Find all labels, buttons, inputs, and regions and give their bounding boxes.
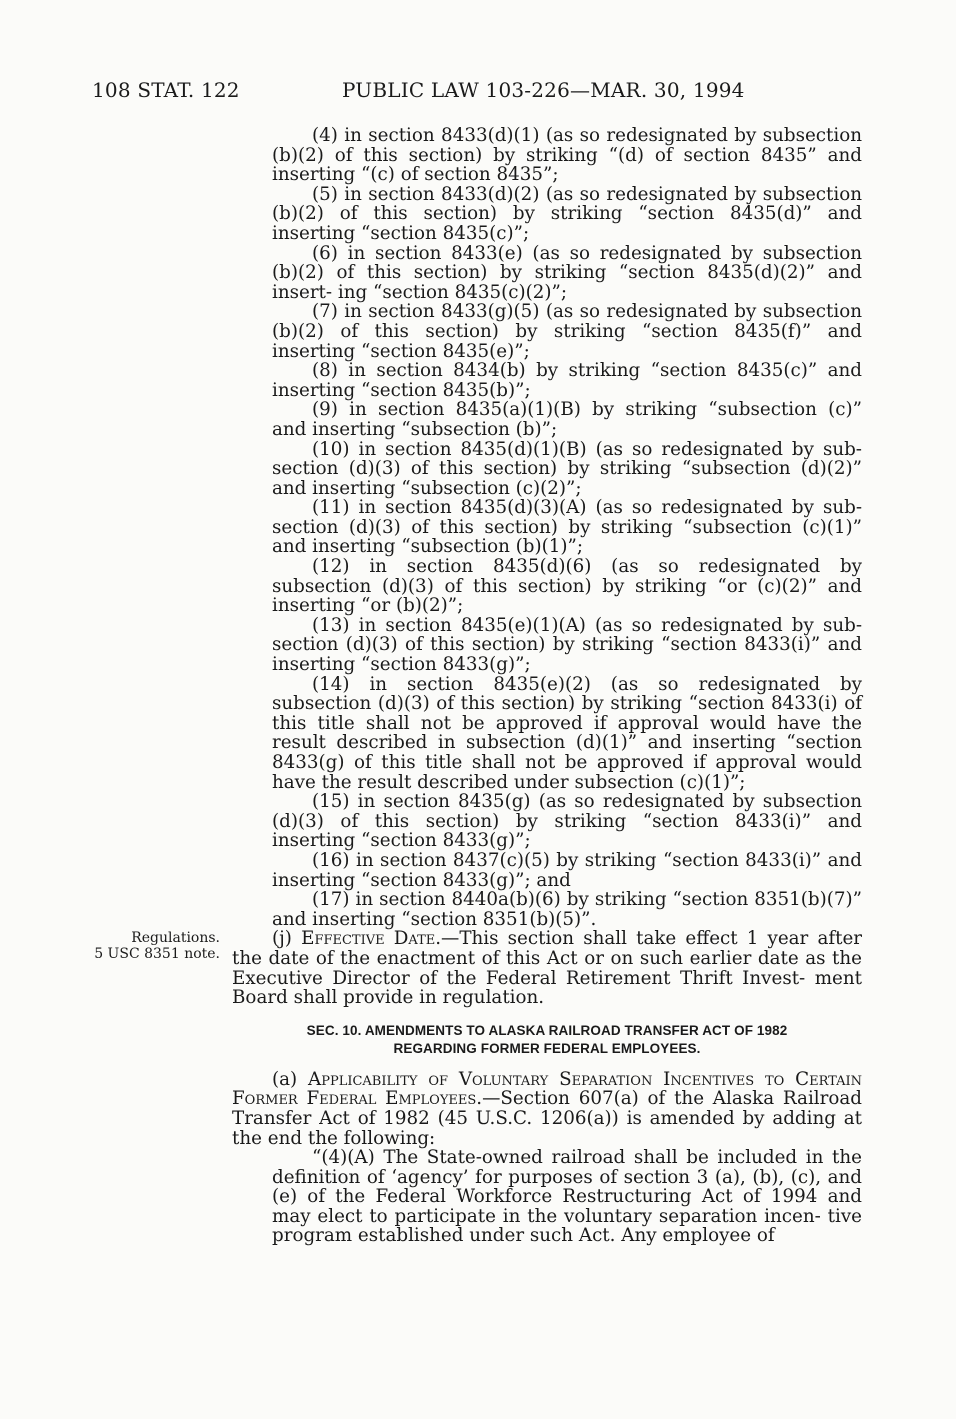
effective-date-text: —This section shall take effect 1 year after the date of the enactment of this Act or on such earlier date as the Executive Director of the Federal Retirement Thrift Invest- ment Board shall provide in regulation. <box>232 928 863 1009</box>
public-law-title: PUBLIC LAW 103-226—MAR. 30, 1994 <box>342 78 745 102</box>
list-item: (9) in section 8435(a)(1)(B) by striking “subsection (c)” and inserting “subsection (b)”; <box>272 399 862 440</box>
list-item: (6) in section 8433(e) (as so redesignated by subsection (b)(2) of this section) by striking “section 8435(d)(2)” and insert- ing “section 8435(c)(2)”; <box>272 242 862 303</box>
list-item: (14) in section 8435(e)(2) (as so redesignated by subsection (d)(3) of this section) by striking “section 8433(i) of this title shall not be approved if approval would have the result described in subsection (d)(1)” and inserting “section 8433(g) of this title shall not be approved if approval would have the result described under subsection (c)(1)”; <box>272 673 862 793</box>
section-heading-line1: SEC. 10. AMENDMENTS TO ALASKA RAILROAD TRANSFER ACT OF 1982 <box>306 1022 788 1038</box>
subsection-a-marker: (a) <box>272 1068 298 1090</box>
list-item: (16) in section 8437(c)(5) by striking “section 8433(i)” and inserting “section 8433(g)”; and <box>272 849 862 891</box>
margin-note-regulations: Regulations. <box>131 930 220 946</box>
list-item: (11) in section 8435(d)(3)(A) (as so redesignated by sub- section (d)(3) of this section) by striking “subsection (c)(1)” and inserting “subsection (b)(1)”; <box>272 497 862 558</box>
effective-date-paragraph <box>232 929 862 1007</box>
page-header <box>92 78 862 112</box>
quoted-amendment: “(4)(A) The State-owned railroad shall be included in the definition of ‘agency’ for purposes of section 3 (a), (b), (c), and (e) of the Federal Workforce Restructuring Act of 1994 and may elect to participate in the voluntary separation incen- tive program established under such Act. Any employee of <box>272 1147 862 1247</box>
list-item: (17) in section 8440a(b)(6) by striking “section 8351(b)(7)” and inserting “section 8351(b)(5)”. <box>272 889 862 930</box>
list-item: (13) in section 8435(e)(1)(A) (as so redesignated by sub- section (d)(3) of this section) by striking “section 8433(i)” and inserting “section 8433(g)”; <box>272 614 862 676</box>
subsection-a-text: —Section 607(a) of the Alaska Railroad Transfer Act of 1982 (45 U.S.C. 1206(a)) is amended by adding at the end the following: <box>232 1088 862 1149</box>
margin-note-usc: 5 USC 8351 note. <box>94 946 220 962</box>
subsection-a-heading: Applicability of Voluntary Separation Incentives to Certain Former Federal Employees. <box>232 1068 863 1110</box>
section-heading <box>232 1022 862 1058</box>
list-item: (8) in section 8434(b) by striking “section 8435(c)” and inserting “section 8435(b)”; <box>272 360 862 401</box>
list-item: (12) in section 8435(d)(6) (as so redesignated by subsection (d)(3) of this section) by striking “or (c)(2)” and inserting “or (b)(2)”; <box>272 556 862 617</box>
list-item: (7) in section 8433(g)(5) (as so redesignated by subsection (b)(2) of this section) by striking “section 8435(f)” and inserting “section 8435(e)”; <box>272 301 862 362</box>
effective-date-marker: (j) <box>272 928 292 950</box>
section-heading-line2: REGARDING FORMER FEDERAL EMPLOYEES. <box>393 1040 701 1056</box>
effective-date-heading: Effective Date. <box>301 928 442 950</box>
list-item: (15) in section 8435(g) (as so redesignated by subsection (d)(3) of this section) by striking “section 8433(i)” and inserting “section 8433(g)”; <box>272 791 862 852</box>
list-item: (10) in section 8435(d)(1)(B) (as so redesignated by sub- section (d)(3) of this section) by striking “subsection (d)(2)” and inserting “subsection (c)(2)”; <box>272 438 862 499</box>
list-item: (5) in section 8433(d)(2) (as so redesignated by subsection (b)(2) of this section) by striking “section 8435(d)” and inserting “section 8435(c)”; <box>272 183 862 244</box>
statute-page-number: 108 STAT. 122 <box>92 78 240 102</box>
amendment-list <box>272 126 862 929</box>
list-item: (4) in section 8433(d)(1) (as so redesignated by subsection (b)(2) of this section) by striking “(d) of section 8435” and inserting “(c) of section 8435”; <box>272 125 862 186</box>
margin-note <box>80 930 220 962</box>
subsection-a-paragraph <box>232 1070 862 1148</box>
body-text <box>232 126 862 1246</box>
